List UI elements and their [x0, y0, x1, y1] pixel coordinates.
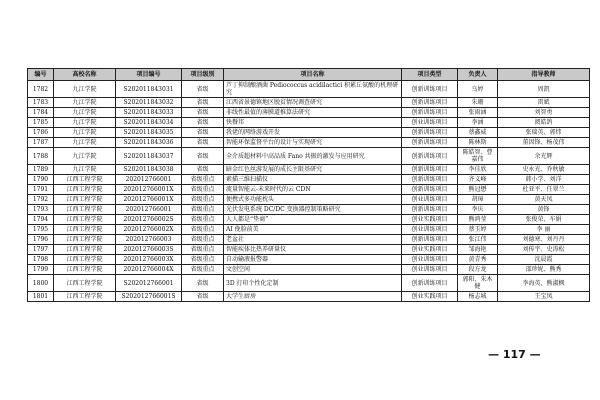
- cell-school: 九江学院: [54, 118, 116, 128]
- table-row: [28, 255, 590, 265]
- cell-project-name: 自动输液报警器: [224, 255, 402, 265]
- cell-no: 1785: [28, 118, 54, 128]
- cell-advisor: 李 丽: [498, 225, 590, 235]
- cell-advisor: 余光辉: [498, 148, 590, 165]
- cell-leader: 蔡鑫威: [458, 128, 498, 138]
- cell-code: S202011843033: [116, 108, 182, 118]
- cell-school: 江西工程学院: [54, 275, 116, 292]
- cell-code: 202012766001: [116, 205, 182, 215]
- cell-project-type: 创业训练项目: [402, 195, 458, 205]
- cell-school: 江西工程学院: [54, 215, 116, 225]
- cell-school: 江西工程学院: [54, 175, 116, 185]
- cell-project-type: 创业实践项目: [402, 292, 458, 302]
- cell-project-type: 创业训练项目: [402, 255, 458, 265]
- cell-project-name: AI 俛脸前美: [224, 225, 402, 235]
- cell-leader: 陈皓智、曹嘉伟: [458, 148, 498, 165]
- cell-leader: 郭阳、朱木健: [458, 275, 498, 292]
- cell-level: 省级: [182, 108, 224, 118]
- cell-project-type: 创新训练项目: [402, 165, 458, 175]
- cell-leader: 李庆: [458, 205, 498, 215]
- header-level: 项目级别: [182, 69, 224, 81]
- cell-level: 省级重点: [182, 265, 224, 275]
- table-row: [28, 275, 590, 292]
- cell-school: 江西工程学院: [54, 292, 116, 302]
- cell-leader: 张雨涵: [458, 108, 498, 118]
- header-type: 项目类型: [402, 69, 458, 81]
- cell-school: 九江学院: [54, 165, 116, 175]
- cell-leader: 段方龙: [458, 265, 498, 275]
- cell-advisor: 周凯: [498, 81, 590, 98]
- cell-advisor: 阅皓鸽: [498, 118, 590, 128]
- cell-leader: 黄青秀: [458, 255, 498, 265]
- table-row: [28, 138, 590, 148]
- cell-code: S202011843038: [116, 165, 182, 175]
- cell-no: 1797: [28, 245, 54, 255]
- cell-level: 省级重点: [182, 205, 224, 215]
- cell-project-type: 创业训练项目: [402, 265, 458, 275]
- cell-level: 省级: [182, 165, 224, 175]
- table-row: [28, 98, 590, 108]
- cell-school: 江西工程学院: [54, 185, 116, 195]
- cell-project-name: 3D 打印个性化定制: [224, 275, 402, 292]
- cell-code: S202011843035: [116, 128, 182, 138]
- cell-project-type: 创新训练项目: [402, 148, 458, 165]
- cell-project-name: 老盆社: [224, 235, 402, 245]
- cell-leader: 杨志城: [458, 292, 498, 302]
- cell-project-name: 大学生厨房: [224, 292, 402, 302]
- cell-school: 江西工程学院: [54, 265, 116, 275]
- cell-project-name: 智能疾体比热养研量仪: [224, 245, 402, 255]
- cell-no: 1790: [28, 175, 54, 185]
- table-row: [28, 235, 590, 245]
- table-row: [28, 292, 590, 302]
- cell-level: 省级: [182, 81, 224, 98]
- cell-leader: 陈林斯: [458, 138, 498, 148]
- cell-advisor: 刘传宇、史涛松: [498, 245, 590, 255]
- cell-code: 202012766004X: [116, 265, 182, 275]
- table-body: [28, 81, 590, 302]
- cell-school: 九江学院: [54, 81, 116, 98]
- cell-no: 1793: [28, 205, 54, 215]
- cell-no: 1786: [28, 128, 54, 138]
- cell-project-type: 创业实践项目: [402, 245, 458, 255]
- cell-level: 省级重点: [182, 255, 224, 265]
- cell-project-name: 便携式多功能枕头: [224, 195, 402, 205]
- cell-level: 省级: [182, 148, 224, 165]
- cell-level: 省级重点: [182, 215, 224, 225]
- cell-level: 省级重点: [182, 225, 224, 235]
- cell-code: S202011843032: [116, 98, 182, 108]
- cell-no: 1798: [28, 255, 54, 265]
- cell-advisor: 董因锋、杨茂伟: [498, 138, 590, 148]
- cell-code: 202012766002S: [116, 215, 182, 225]
- cell-level: 省级: [182, 128, 224, 138]
- cell-project-name: 我佬的网络游戏开发: [224, 128, 402, 138]
- cell-code: S202012766001S: [116, 292, 182, 302]
- cell-project-name: 流量智能云-未来时代的云 CDN: [224, 185, 402, 195]
- cell-project-type: 创新训练项目: [402, 108, 458, 118]
- cell-leader: 熊冠懋: [458, 185, 498, 195]
- table-row: [28, 225, 590, 235]
- cell-school: 九江学院: [54, 138, 116, 148]
- table-row: [28, 205, 590, 215]
- cell-advisor: 史永光、乔秋敏: [498, 165, 590, 175]
- cell-project-type: 创业训练项目: [402, 225, 458, 235]
- cell-project-type: 创业训练项目: [402, 118, 458, 128]
- cell-school: 九江学院: [54, 108, 116, 118]
- table-row: [28, 165, 590, 175]
- table-header-row: [28, 69, 590, 81]
- cell-school: 九江学院: [54, 128, 116, 138]
- cell-no: 1792: [28, 195, 54, 205]
- cell-school: 江西工程学院: [54, 235, 116, 245]
- cell-project-name: 暗金红色丝游发展的成长主限基研究: [224, 165, 402, 175]
- table-row: [28, 118, 590, 128]
- cell-no: 1795: [28, 225, 54, 235]
- cell-code: S202011843036: [116, 138, 182, 148]
- header-school: 高校名称: [54, 69, 116, 81]
- cell-project-type: 创新训练项目: [402, 275, 458, 292]
- cell-project-type: 创新训练项目: [402, 185, 458, 195]
- cell-project-name: 素描三维扫描仪: [224, 175, 402, 185]
- cell-leader: 乌婷: [458, 81, 498, 98]
- cell-code: S202011843031: [116, 81, 182, 98]
- cell-code: 202012766001X: [116, 185, 182, 195]
- cell-no: 1801: [28, 292, 54, 302]
- cell-project-name: 全介质超材料中高品质 Fano 共振的激发与应用研究: [224, 148, 402, 165]
- cell-code: 202012766003X: [116, 255, 182, 265]
- header-advisor: 指导教师: [498, 69, 590, 81]
- cell-advisor: 黄锋: [498, 205, 590, 215]
- page-number: — 117 —: [488, 348, 541, 361]
- cell-level: 省级: [182, 275, 224, 292]
- cell-project-name: 人人都是“垫商”: [224, 215, 402, 225]
- cell-level: 省级重点: [182, 245, 224, 255]
- cell-no: 1799: [28, 265, 54, 275]
- header-leader: 负责人: [458, 69, 498, 81]
- cell-level: 省级: [182, 118, 224, 128]
- cell-level: 省级重点: [182, 175, 224, 185]
- cell-level: 省级: [182, 138, 224, 148]
- table-row: [28, 245, 590, 255]
- table-row: [28, 128, 590, 138]
- cell-code: 202012766003: [116, 235, 182, 245]
- cell-project-type: 创新训练项目: [402, 175, 458, 185]
- cell-advisor: 张俊荣、车娟: [498, 215, 590, 225]
- cell-school: 江西工程学院: [54, 245, 116, 255]
- cell-project-type: 创新训练项目: [402, 205, 458, 215]
- cell-advisor: 刘智勇: [498, 108, 590, 118]
- cell-no: 1789: [28, 165, 54, 175]
- cell-leader: 胡璋: [458, 195, 498, 205]
- table-row: [28, 185, 590, 195]
- cell-code: S202011843034: [116, 118, 182, 128]
- cell-leader: 李佳欣: [458, 165, 498, 175]
- cell-project-name: 芦丁抑制酿酒菌 Pediococcus acidilactici 积累丘氨酸的机理研究: [224, 81, 402, 98]
- cell-code: 202012766001X: [116, 195, 182, 205]
- cell-level: 省级重点: [182, 185, 224, 195]
- cell-advisor: 邵珍妮、熊秀: [498, 265, 590, 275]
- header-no: 编号: [28, 69, 54, 81]
- cell-no: 1796: [28, 235, 54, 245]
- table-row: [28, 108, 590, 118]
- cell-advisor: 杜亚平、任翠兰: [498, 185, 590, 195]
- cell-project-name: 智能环保监督平台的设计与实现研究: [224, 138, 402, 148]
- cell-no: 1788: [28, 148, 54, 165]
- cell-school: 九江学院: [54, 148, 116, 165]
- cell-leader: 邹海艳: [458, 245, 498, 255]
- cell-school: 九江学院: [54, 98, 116, 108]
- cell-leader: 张江伟: [458, 235, 498, 245]
- cell-code: S202012766001: [116, 275, 182, 292]
- table-row: [28, 81, 590, 98]
- cell-project-type: 创新训练项目: [402, 81, 458, 98]
- table-row: [28, 265, 590, 275]
- cell-code: 202012766002X: [116, 225, 182, 235]
- cell-code: S202011843037: [116, 148, 182, 165]
- cell-school: 江西工程学院: [54, 205, 116, 215]
- cell-school: 江西工程学院: [54, 225, 116, 235]
- cell-leader: 蔡玉婷: [458, 225, 498, 235]
- cell-no: 1784: [28, 108, 54, 118]
- table-row: [28, 175, 590, 185]
- cell-level: 省级: [182, 292, 224, 302]
- cell-project-type: 创新训练项目: [402, 138, 458, 148]
- table-row: [28, 215, 590, 225]
- table-row: [28, 148, 590, 165]
- cell-no: 1783: [28, 98, 54, 108]
- cell-project-name: 文创空间: [224, 265, 402, 275]
- cell-level: 省级重点: [182, 195, 224, 205]
- cell-project-name: 江西省景德镇地区脱贫情况调查研究: [224, 98, 402, 108]
- cell-project-type: 创新训练项目: [402, 235, 458, 245]
- cell-school: 江西工程学院: [54, 255, 116, 265]
- cell-advisor: 韩小学、刘洋: [498, 175, 590, 185]
- cell-no: 1787: [28, 138, 54, 148]
- cell-leader: 李涵: [458, 118, 498, 128]
- cell-project-name: 非线性最值的薄膜道推算法研究: [224, 108, 402, 118]
- cell-advisor: 黄天凤: [498, 195, 590, 205]
- cell-school: 江西工程学院: [54, 195, 116, 205]
- cell-leader: 朱珊: [458, 98, 498, 108]
- cell-advisor: 沈晨霞: [498, 255, 590, 265]
- cell-code: 202012766001: [116, 175, 182, 185]
- table-row: [28, 195, 590, 205]
- cell-level: 省级: [182, 98, 224, 108]
- cell-code: 202012766003S: [116, 245, 182, 255]
- cell-no: 1782: [28, 81, 54, 98]
- header-code: 项目编号: [116, 69, 182, 81]
- cell-advisor: 王宝凤: [498, 292, 590, 302]
- cell-project-type: 创新训练项目: [402, 98, 458, 108]
- cell-project-name: 快餐邦: [224, 118, 402, 128]
- cell-advisor: 刘德寒、刘丹丹: [498, 235, 590, 245]
- cell-level: 省级重点: [182, 235, 224, 245]
- cell-leader: 熊鸿莹: [458, 215, 498, 225]
- cell-no: 1791: [28, 185, 54, 195]
- cell-no: 1800: [28, 275, 54, 292]
- project-table: [27, 68, 590, 302]
- cell-advisor: 雷斌: [498, 98, 590, 108]
- cell-advisor: 李海英、熊淑枫: [498, 275, 590, 292]
- cell-advisor: 张瑞英、郭炜: [498, 128, 590, 138]
- cell-project-type: 创业实践项目: [402, 215, 458, 225]
- cell-leader: 齐义峰: [458, 175, 498, 185]
- header-name: 项目名称: [224, 69, 402, 81]
- cell-project-type: 创新训练项目: [402, 128, 458, 138]
- cell-no: 1794: [28, 215, 54, 225]
- cell-project-name: 光伏发电系统 DC/DC 变换器控制策略研究: [224, 205, 402, 215]
